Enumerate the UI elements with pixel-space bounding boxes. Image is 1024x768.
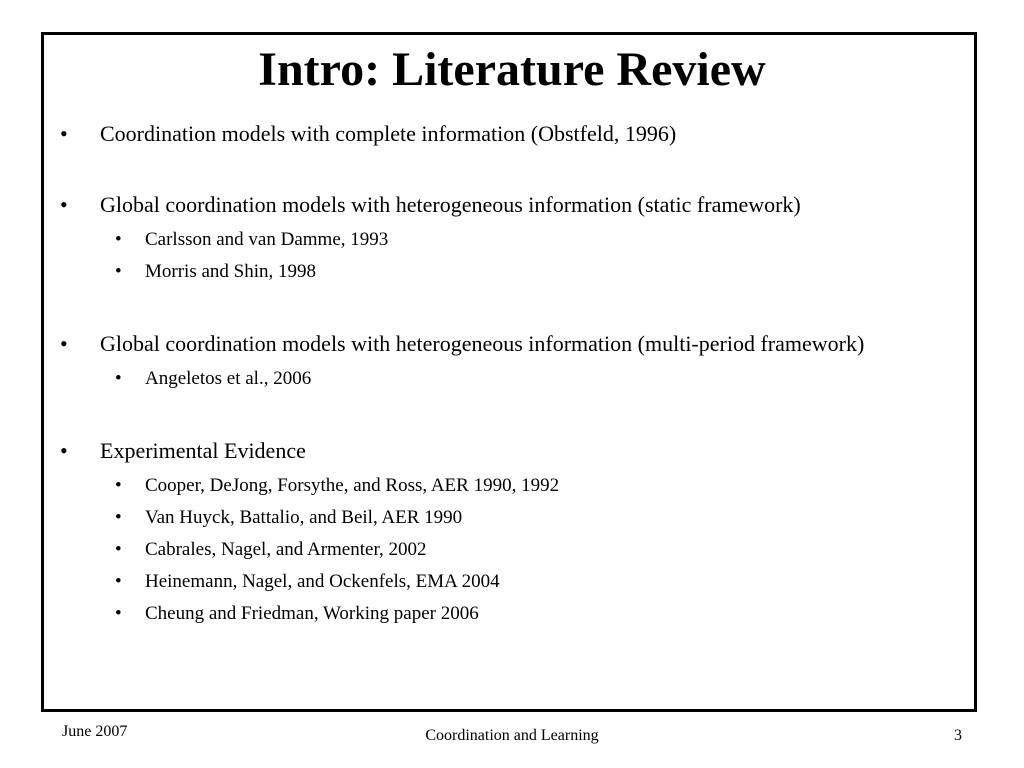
bullet-marker: • — [60, 121, 68, 146]
bullet-item — [60, 435, 940, 630]
slide-title: Intro: Literature Review — [258, 43, 766, 96]
sub-bullet-item — [100, 534, 940, 566]
sub-bullet-marker: • — [115, 261, 122, 282]
bullet-text: Global coordination models with heterogeneous information (multi-period framework) — [100, 331, 865, 356]
bullet-list — [60, 118, 940, 630]
sub-bullet-marker: • — [115, 475, 122, 496]
footer-date: June 2007 — [62, 723, 128, 740]
sub-bullet-text: Van Huyck, Battalio, and Beil, AER 1990 — [145, 507, 463, 528]
bullet-text: Coordination models with complete information (Obstfeld, 1996) — [100, 121, 677, 146]
bullet-marker: • — [60, 438, 68, 463]
sub-bullet-text: Cabrales, Nagel, and Armenter, 2002 — [145, 539, 427, 560]
bullet-marker: • — [60, 192, 68, 217]
bullet-item — [60, 189, 940, 288]
sub-bullet-item — [100, 598, 940, 630]
sub-bullet-item — [100, 224, 940, 256]
sub-bullet-list — [100, 363, 940, 395]
sub-bullet-marker: • — [115, 571, 122, 592]
sub-bullet-marker: • — [115, 368, 122, 389]
footer-title: Coordination and Learning — [425, 727, 599, 744]
sub-bullet-text: Carlsson and van Damme, 1993 — [145, 229, 389, 250]
bullet-marker: • — [60, 331, 68, 356]
sub-bullet-marker: • — [115, 603, 122, 624]
page-number: 3 — [954, 727, 962, 744]
sub-bullet-text: Cooper, DeJong, Forsythe, and Ross, AER 1990, 1992 — [145, 475, 560, 496]
sub-bullet-text: Heinemann, Nagel, and Ockenfels, EMA 2004 — [145, 571, 500, 592]
sub-bullet-item — [100, 470, 940, 502]
sub-bullet-marker: • — [115, 229, 122, 250]
sub-bullet-item — [100, 502, 940, 534]
sub-bullet-text: Angeletos et al., 2006 — [145, 368, 312, 389]
sub-bullet-marker: • — [115, 539, 122, 560]
bullet-text: Experimental Evidence — [100, 438, 306, 463]
sub-bullet-text: Cheung and Friedman, Working paper 2006 — [145, 603, 479, 624]
sub-bullet-list — [100, 470, 940, 630]
bullet-text: Global coordination models with heterogeneous information (static framework) — [100, 192, 801, 217]
bullet-item — [60, 118, 940, 149]
sub-bullet-item — [100, 256, 940, 288]
bullet-item — [60, 328, 940, 395]
sub-bullet-list — [100, 224, 940, 288]
sub-bullet-marker: • — [115, 507, 122, 528]
sub-bullet-text: Morris and Shin, 1998 — [145, 261, 316, 282]
sub-bullet-item — [100, 566, 940, 598]
sub-bullet-item — [100, 363, 940, 395]
